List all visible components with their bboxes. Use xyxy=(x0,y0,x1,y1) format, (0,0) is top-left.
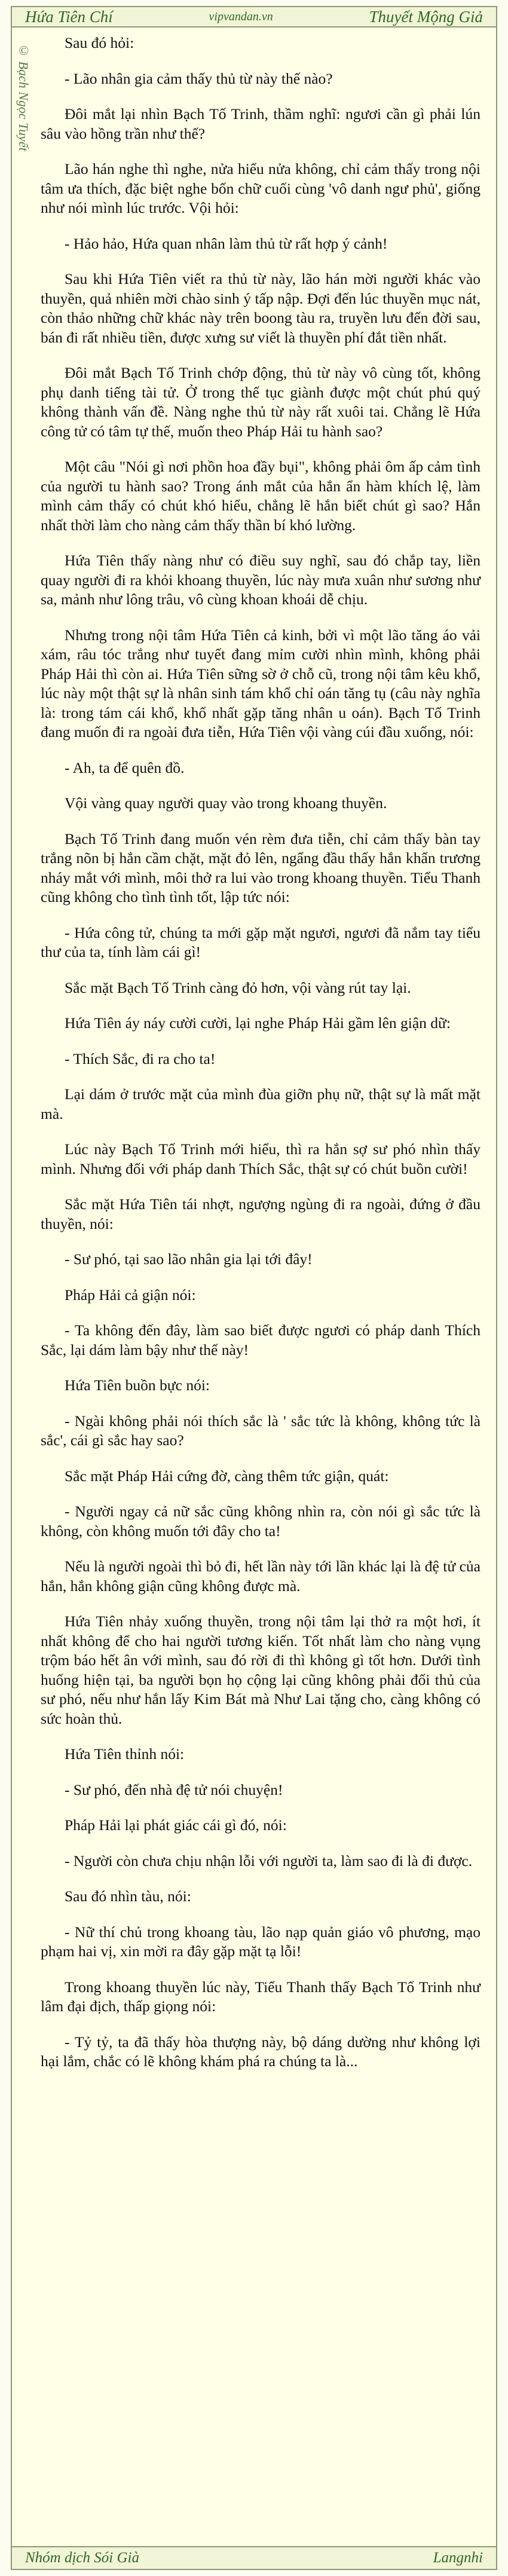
page-footer xyxy=(12,2546,496,2569)
paragraph: Sắc mặt Pháp Hải cứng đờ, càng thêm tức giận, quát: xyxy=(65,1467,389,1485)
paragraph: Hứa Tiên áy náy cười cười, lại nghe Pháp Hải gầm lên giận dữ: xyxy=(65,1014,451,1032)
paragraph: - Hứa công tử, chúng ta mới gặp mặt ngươi, ngươi đã nắm tay tiểu thư của ta, tính làm cái gì! xyxy=(41,923,481,960)
paragraph: Hứa Tiên nhảy xuống thuyền, trong nội tâm lại thở ra một hơi, ít nhất không để cho hai người tương kiến. Tốt nhất làm cho nàng vụng trộm báo hết ân với mình, sau đó rời đi thì không gì tốt hơn. Dưới tình huống hiện tại, ba người bọn họ cộng lại cũng không phải đối thủ của sư phó, nếu như hắn lấy Kim Bát mà Như Lai tặng cho, càng không có sức hoàn thủ. xyxy=(41,1613,481,1727)
paragraph: Hứa Tiên thỉnh nói: xyxy=(65,1745,185,1763)
paragraph: - Hảo hảo, Hứa quan nhân làm thủ từ rất hợp ý cảnh! xyxy=(65,234,388,252)
paragraph: Nhưng trong nội tâm Hứa Tiên cả kinh, bởi vì một lão tăng áo vải xám, râu tóc trắng như tuyết đang mỉm cười nhìn mình, không phải Pháp Hải thì còn ai. Hứa Tiên sững sờ ở chỗ cũ, trong nội tâm kêu khổ, lúc này một thật sự là nhân sinh tám khổ chỉ oán tăng tụ (câu này nghĩa là: trong tám cái khổ, khổ nhất gặp tăng nhân u oán). Bạch Tố Trinh đang muốn đi ra ngoài đưa tiễn, Hứa Tiên vội vàng cúi đầu xuống, nói: xyxy=(41,626,481,741)
author-name: Thuyết Mộng Giả xyxy=(369,7,483,26)
paragraph: Vội vàng quay người quay vào trong khoang thuyền. xyxy=(65,794,387,812)
paragraph: - Ah, ta để quên đồ. xyxy=(65,758,185,776)
translator-group: Nhóm dịch Sói Già xyxy=(25,2550,139,2566)
chapter-body xyxy=(41,33,481,2088)
paragraph: Đôi mắt Bạch Tố Trinh chớp động, thủ từ này vô cùng tốt, không phụ danh tiếng tài tử. Ở trong thế tục giành được một chút phú quý không thành vấn đề. Nàng nghe thủ từ này rất xuôi tai. Chẳng lẽ Hứa công tử có tâm tự thế, muốn theo Pháp Hải tu hành sao? xyxy=(41,364,481,440)
paragraph: Nếu là người ngoài thì bỏ đi, hết lần này tới lần khác lại là đệ tử của hắn, hắn không giận cũng không được mà. xyxy=(41,1558,481,1595)
side-credit: © Bạch Ngọc Tuyết xyxy=(16,43,31,151)
paragraph: - Nữ thí chủ trong khoang tàu, lão nạp quản giáo vô phương, mạo phạm hai vị, xin mời ra đây gặp mặt tạ lỗi! xyxy=(41,1923,481,1960)
paragraph: Sau đó nhìn tàu, nói: xyxy=(65,1887,191,1905)
site-name: vipvandan.vn xyxy=(209,10,273,23)
page-frame xyxy=(11,6,497,2570)
paragraph: Hứa Tiên buồn bực nói: xyxy=(65,1376,210,1394)
paragraph: Pháp Hải cả giận nói: xyxy=(65,1286,196,1304)
paragraph: Đôi mắt lại nhìn Bạch Tố Trinh, thầm nghĩ: ngươi cần gì phải lún sâu vào hồng trần như thế? xyxy=(41,105,481,142)
paragraph: - Tỷ tỷ, ta đã thấy hòa thượng này, bộ dáng dường như không lợi hại lắm, chắc có lẽ không khám phá ra chúng ta là... xyxy=(41,2033,481,2070)
paragraph: - Sư phó, đến nhà đệ tử nói chuyện! xyxy=(65,1780,283,1798)
paragraph: - Lão nhân gia cảm thấy thủ từ này thế nào? xyxy=(65,69,333,87)
paragraph: Một câu "Nói gì nơi phồn hoa đầy bụi", không phải ôm ấp cảm tình của người tu hành sao? Trong ánh mắt của hắn ẩn hàm khích lệ, làm mình cảm thấy có chút khó hiểu, chẳng lẽ hắn biết chút gì sao? Hắn nhất thời làm cho nàng cảm thấy thần bí khó lường. xyxy=(41,458,481,534)
page-header xyxy=(12,7,496,27)
paragraph: Pháp Hải lại phát giác cái gì đó, nói: xyxy=(65,1816,287,1834)
paragraph: - Ngài không phải nói thích sắc là ' sắc tức là không, không tức là sắc', cái gì sắc hay sao? xyxy=(41,1412,481,1449)
paragraph: Lúc này Bạch Tố Trinh mới hiểu, thì ra hắn sợ sư phó nhìn thấy mình. Nhưng đối với pháp danh Thích Sắc, thật sự có chút buồn cười! xyxy=(41,1140,481,1177)
paragraph: Sắc mặt Bạch Tố Trinh càng đỏ hơn, vội vàng rút tay lại. xyxy=(65,978,411,996)
paragraph: - Thích Sắc, đi ra cho ta! xyxy=(65,1050,216,1067)
paragraph: Lại dám ở trước mặt của mình đùa giỡn phụ nữ, thật sự là mất mặt mà. xyxy=(41,1085,481,1122)
paragraph: Bạch Tố Trinh đang muốn vén rèm đưa tiễn, chỉ cảm thấy bàn tay trắng nõn bị hắn cầm chặt, mặt đỏ lên, ngẩng đầu thấy hắn khẩn trương nháy mắt với mình, môi thở ra lui vào trong khoang thuyền. Tiểu Thanh cũng không cho tình tình tốt, lập tức nói: xyxy=(41,830,481,905)
book-title: Hứa Tiên Chí xyxy=(25,7,113,26)
paragraph: Sắc mặt Hứa Tiên tái nhợt, ngượng ngùng đi ra ngoài, đứng ở đầu thuyền, nói: xyxy=(41,1195,481,1232)
paragraph: - Ta không đến đây, làm sao biết được ngươi có pháp danh Thích Sắc, lại dám làm bậy như thế này! xyxy=(41,1321,481,1359)
paragraph: - Người còn chưa chịu nhận lỗi với người ta, làm sao đi là đi được. xyxy=(65,1852,473,1870)
uploader-name: Langnhi xyxy=(433,2550,483,2566)
paragraph: Hứa Tiên thấy nàng như có điều suy nghĩ, sau đó chắp tay, liền quay người đi ra khỏi khoang thuyền, lúc này mưa xuân như sương như sa, mảnh như lông trâu, vô cùng khoan khoái dễ chịu. xyxy=(41,552,481,608)
paragraph: Lão hán nghe thì nghe, nửa hiểu nửa không, chỉ cảm thấy trong nội tâm ưa thích, đặc biệt nghe bốn chữ cuối cùng 'vô danh ngư phủ', giống như nói mình lúc trước. Vội hỏi: xyxy=(41,160,481,216)
paragraph: - Sư phó, tại sao lão nhân gia lại tới đây! xyxy=(65,1250,313,1268)
paragraph: Sau đó hỏi: xyxy=(65,34,134,51)
paragraph: Trong khoang thuyền lúc này, Tiểu Thanh thấy Bạch Tố Trinh như lâm đại địch, thấp giọng nói: xyxy=(41,1978,481,2015)
paragraph: Sau khi Hứa Tiên viết ra thủ từ này, lão hán mời người khác vào thuyền, quả nhiên mời chào sinh ý tấp nập. Đợi đến lúc thuyền mục nát, còn thảo những chữ khác này trên boong tàu ra, truyền lưu đến đời sau, bán đi rất nhiều tiền, được xưng sư viết là thuyền phí đắt tiền nhất. xyxy=(41,270,481,346)
paragraph: - Người ngay cả nữ sắc cũng không nhìn ra, còn nói gì sắc tức là không, còn không muốn tới đây cho ta! xyxy=(41,1503,481,1540)
